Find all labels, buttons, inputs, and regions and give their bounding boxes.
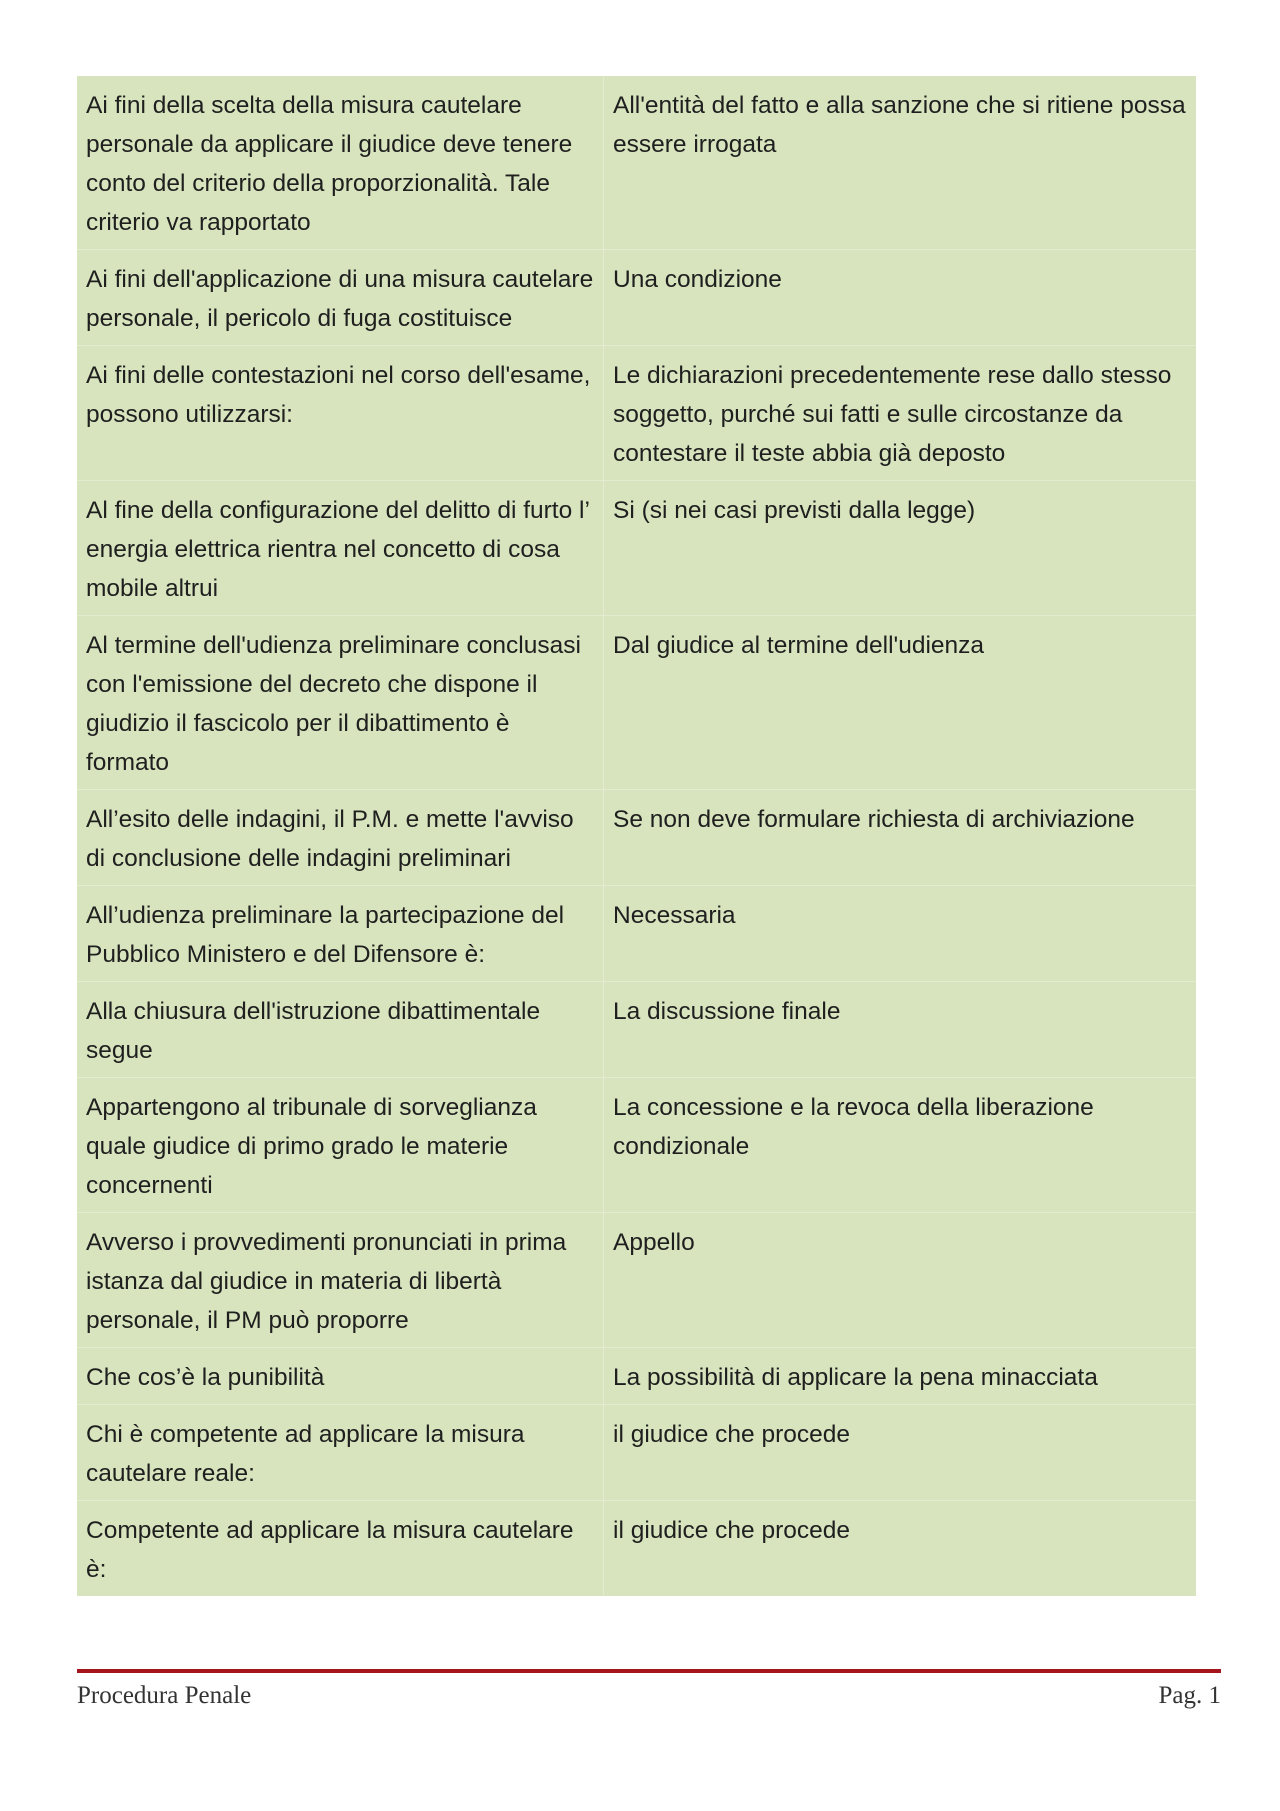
answer-cell: Si (si nei casi previsti dalla legge) (604, 481, 1197, 616)
answer-cell: Dal giudice al termine dell'udienza (604, 616, 1197, 790)
footer-page-number: Pag. 1 (1158, 1682, 1221, 1709)
question-cell: Al fine della configurazione del delitto di furto l’ energia elettrica rientra nel concetto di cosa mobile altrui (77, 481, 604, 616)
question-cell: Ai fini dell'applicazione di una misura cautelare personale, il pericolo di fuga costituisce (77, 250, 604, 346)
answer-cell: Se non deve formulare richiesta di archiviazione (604, 790, 1197, 886)
answer-cell: Appello (604, 1213, 1197, 1348)
footer-divider (77, 1669, 1221, 1673)
table-row (77, 76, 1196, 250)
table-row (77, 1348, 1196, 1405)
table-row (77, 1213, 1196, 1348)
table-row (77, 886, 1196, 982)
question-cell: All’udienza preliminare la partecipazione del Pubblico Ministero e del Difensore è: (77, 886, 604, 982)
qa-table (77, 76, 1196, 1596)
table-row (77, 790, 1196, 886)
footer-document-title: Procedura Penale (77, 1682, 252, 1709)
question-cell: Alla chiusura dell'istruzione dibattimentale segue (77, 982, 604, 1078)
question-cell: Competente ad applicare la misura cautelare è: (77, 1501, 604, 1597)
answer-cell: il giudice che procede (604, 1501, 1197, 1597)
answer-cell: Le dichiarazioni precedentemente rese dallo stesso soggetto, purché sui fatti e sulle circostanze da contestare il teste abbia già deposto (604, 346, 1197, 481)
answer-cell: La possibilità di applicare la pena minacciata (604, 1348, 1197, 1405)
table-row (77, 982, 1196, 1078)
question-cell: Che cos’è la punibilità (77, 1348, 604, 1405)
table-row (77, 1501, 1196, 1597)
table-row (77, 1078, 1196, 1213)
answer-cell: All'entità del fatto e alla sanzione che si ritiene possa essere irrogata (613, 92, 1186, 158)
question-cell: Ai fini della scelta della misura cautelare personale da applicare il giudice deve tenere conto del criterio della proporzionalità. Tale criterio va rapportato (77, 76, 604, 250)
answer-cell: La discussione finale (604, 982, 1197, 1078)
table-row (77, 616, 1196, 790)
answer-cell: Una condizione (604, 250, 1197, 346)
question-cell: Avverso i provvedimenti pronunciati in prima istanza dal giudice in materia di libertà personale, il PM può proporre (77, 1213, 604, 1348)
table-row (77, 1405, 1196, 1501)
answer-cell: La concessione e la revoca della liberazione condizionale (604, 1078, 1197, 1213)
table-row (77, 250, 1196, 346)
question-cell: All’esito delle indagini, il P.M. e mette l'avviso di conclusione delle indagini preliminari (77, 790, 604, 886)
question-cell: Appartengono al tribunale di sorveglianza quale giudice di primo grado le materie concernenti (77, 1078, 604, 1213)
question-cell: Chi è competente ad applicare la misura cautelare reale: (77, 1405, 604, 1501)
answer-cell: Necessaria (604, 886, 1197, 982)
table-row (77, 481, 1196, 616)
question-cell: Al termine dell'udienza preliminare conclusasi con l'emissione del decreto che dispone il giudizio il fascicolo per il dibattimento è formato (77, 616, 604, 790)
answer-cell: il giudice che procede (604, 1405, 1197, 1501)
table-row (77, 346, 1196, 481)
question-cell: Ai fini delle contestazioni nel corso dell'esame, possono utilizzarsi: (77, 346, 604, 481)
